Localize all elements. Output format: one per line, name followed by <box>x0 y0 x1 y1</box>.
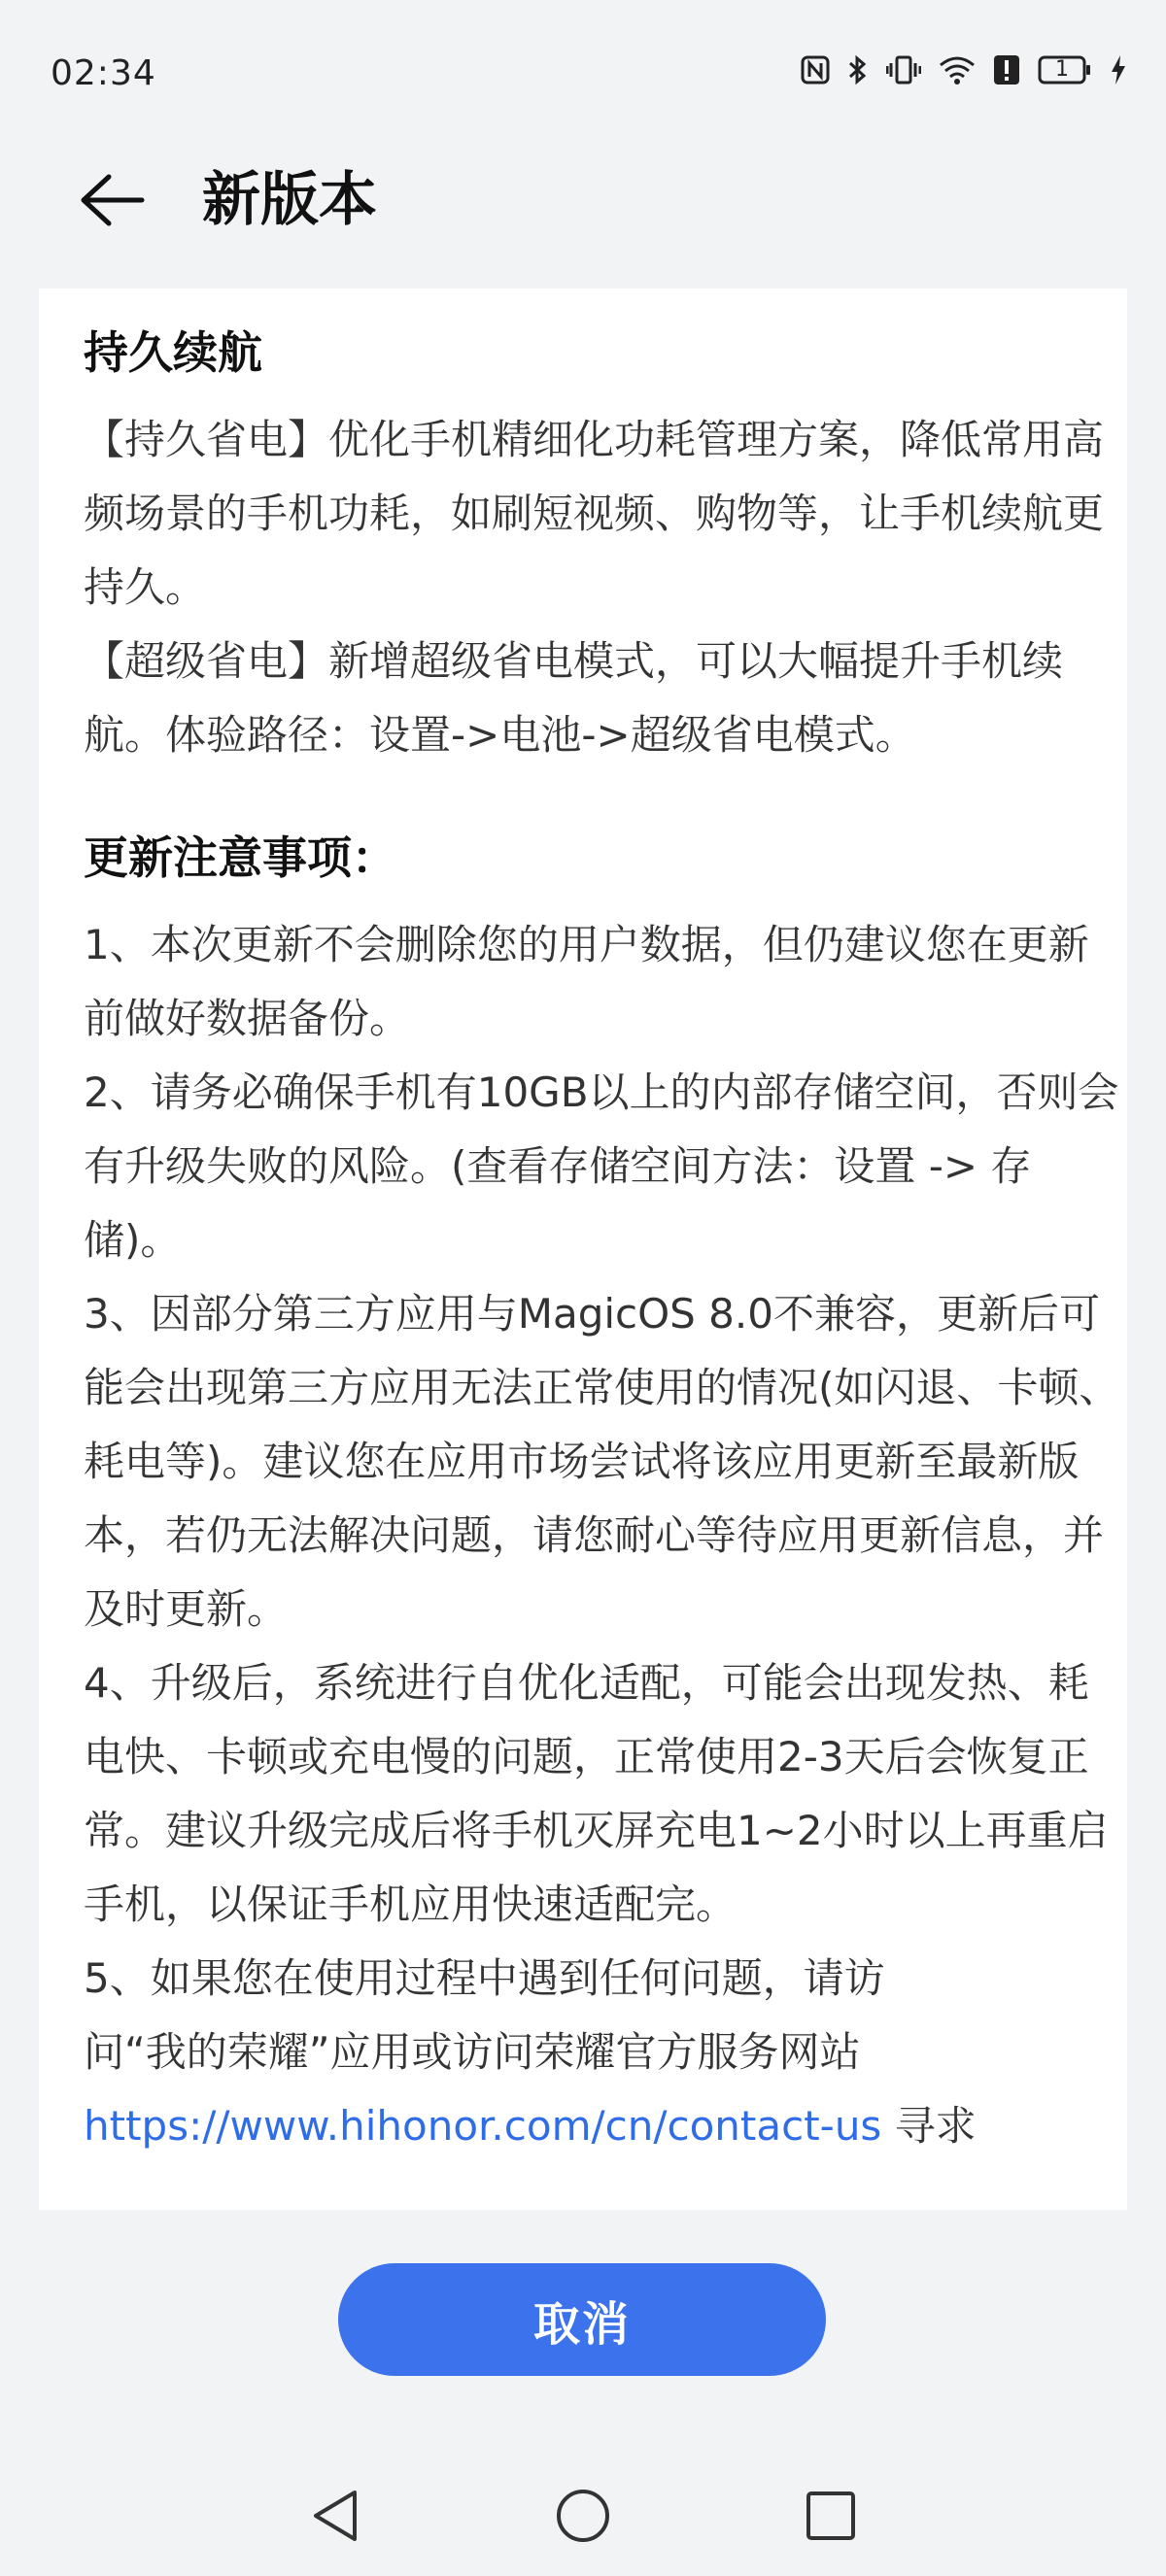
contact-link[interactable]: https://www.hihonor.com/cn/contact-us <box>84 2102 882 2150</box>
nav-recents-icon <box>804 2489 858 2547</box>
alert-icon <box>993 54 1020 85</box>
note-paragraph: 【持久省电】优化手机精细化功耗管理方案，降低常用高频场景的手机功耗，如刷短视频、购物等，让手机续航更持久。 <box>84 416 1105 611</box>
back-arrow-icon <box>78 171 146 233</box>
note-item-5-line2: 问“我的荣耀”应用或访问荣耀官方服务网站 <box>84 2028 861 2076</box>
note-paragraph: 【超级省电】新增超级省电模式，可以大幅提升手机续航。体验路径：设置->电池->超级省电模式。 <box>84 637 1064 759</box>
nav-home-icon <box>554 2487 612 2549</box>
nav-recents-button[interactable] <box>792 2479 870 2557</box>
vibrate-icon <box>886 54 921 85</box>
app-header <box>0 146 1166 282</box>
cancel-button[interactable]: 取消 <box>338 2263 826 2376</box>
note-item-1: 1、本次更新不会删除您的用户数据，但仍建议您在更新前做好数据备份。 <box>84 921 1089 1042</box>
section-title-battery: 持久续航 <box>84 326 262 379</box>
status-time: 02:34 <box>51 53 156 93</box>
note-item-2: 2、请务必确保手机有10GB以上的内部存储空间，否则会有升级失败的风险。(查看存储空间方法：设置 -> 存储)。 <box>84 1068 1119 1264</box>
note-item-5 <box>84 1942 1123 2163</box>
status-bar <box>0 0 1166 146</box>
battery-icon <box>1038 55 1092 85</box>
note-item-3: 3、因部分第三方应用与MagicOS 8.0不兼容，更新后可能会出现第三方应用无法正常使用的情况(如闪退、卡顿、耗电等)。建议您在应用市场尝试将该应用更新至最新版本，若仍无法解决问题，请您耐心等待应用更新信息，并及时更新。 <box>84 1290 1120 1633</box>
section-title-update-notes: 更新注意事项： <box>84 831 396 884</box>
bluetooth-icon <box>847 54 869 85</box>
nfc-icon <box>801 55 830 85</box>
nav-back-icon <box>308 2487 362 2549</box>
release-notes-content <box>84 323 1123 2163</box>
note-item-5-line1: 5、如果您在使用过程中遇到任何问题，请访 <box>84 1954 885 2002</box>
page-title: 新版本 <box>202 166 377 234</box>
release-notes-card[interactable] <box>39 288 1127 2210</box>
battery-level: 1 <box>1055 57 1069 82</box>
note-item-4: 4、升级后，系统进行自优化适配，可能会出现发热、耗电快、卡顿或充电慢的问题，正常使用2-3天后会恢复正常。建议升级完成后将手机灭屏充电1~2小时以上再重启手机，以保证手机应用快速适配完。 <box>84 1659 1109 1928</box>
wifi-icon <box>939 55 976 85</box>
charging-icon <box>1110 54 1127 85</box>
nav-back-button[interactable] <box>296 2479 374 2557</box>
back-button[interactable] <box>78 167 155 237</box>
status-icons <box>801 54 1127 85</box>
nav-home-button[interactable] <box>544 2479 622 2557</box>
note-item-5-tail: 寻求 <box>881 2102 977 2150</box>
